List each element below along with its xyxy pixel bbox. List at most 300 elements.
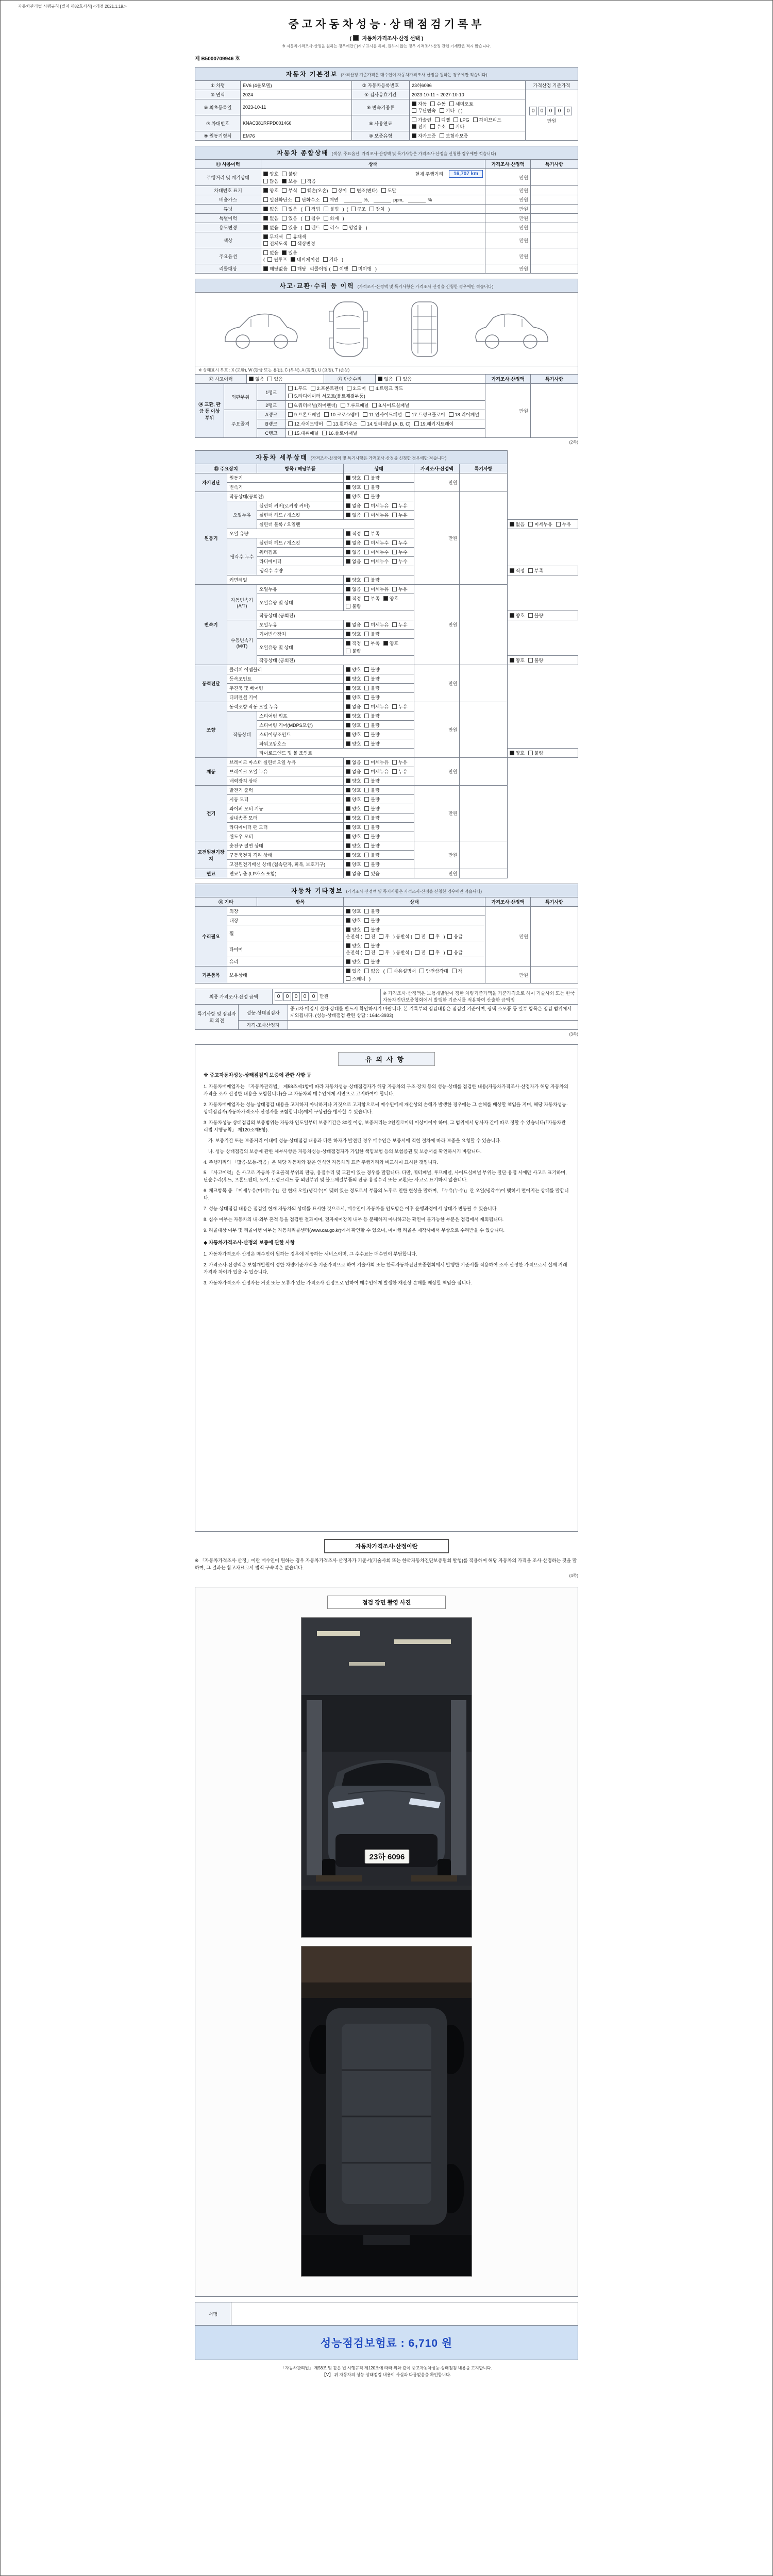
option-불량[interactable]: 불량 [528,657,543,664]
option-불량[interactable]: 불량 [364,777,379,784]
option-양호[interactable]: 양호 [383,640,398,647]
option-불량[interactable]: 불량 [364,675,379,682]
checkbox[interactable] [282,216,287,221]
option-장치[interactable]: 장치 [369,206,384,212]
option-불량[interactable]: 불량 [364,577,379,583]
checkbox[interactable] [291,241,296,246]
option-불량[interactable]: 불량 [364,917,379,924]
option-양호[interactable]: 양호 [346,631,361,637]
checkbox[interactable] [364,494,369,499]
checkbox[interactable] [364,927,369,932]
option-전[interactable]: 전 [365,949,376,956]
checkbox[interactable] [447,934,452,939]
checkbox[interactable] [324,412,329,417]
price-eval-option[interactable] [195,34,578,42]
checkbox[interactable] [364,732,369,737]
option-17.트렁크플로어[interactable]: 17.트렁크플로어 [406,411,445,418]
option-양호[interactable]: 양호 [510,612,525,619]
option-미세누유[interactable]: 미세누유 [364,512,389,518]
checkbox[interactable] [378,377,382,381]
checkbox[interactable] [364,667,369,672]
checkbox[interactable] [288,412,293,417]
option-불량[interactable]: 불량 [364,926,379,933]
option-양호[interactable]: 양호 [346,675,361,682]
checkbox[interactable] [332,188,337,193]
option-누수[interactable]: 누수 [392,549,407,555]
option-자가보증[interactable]: 자가보증 [412,132,436,139]
option-침수[interactable]: 침수 [305,215,320,222]
option-불량[interactable]: 불량 [364,484,379,490]
checkbox[interactable] [346,578,350,582]
checkbox[interactable] [364,704,369,709]
option-없음[interactable]: 없음 [263,224,278,231]
checkbox[interactable] [392,559,397,564]
checkbox[interactable] [324,207,328,211]
checkbox[interactable] [379,950,383,955]
checkbox[interactable] [346,959,350,964]
checkbox[interactable] [363,412,367,417]
checkbox[interactable] [288,394,293,398]
option-안전삼각대[interactable]: 안전삼각대 [419,968,448,974]
option-14.필러패널 (A, B, C)[interactable]: 14.필러패널 (A, B, C) [361,420,410,427]
option-미세누수[interactable]: 미세누수 [364,549,389,555]
checkbox[interactable] [364,816,369,820]
option-가솔린[interactable]: 가솔린 [412,116,431,123]
checkbox[interactable] [364,959,369,964]
checkbox[interactable] [361,421,365,426]
checkbox[interactable] [346,741,350,746]
checkbox[interactable] [528,522,533,527]
checkbox[interactable] [346,769,350,774]
checkbox[interactable] [364,641,369,646]
option-기타[interactable]: 기타 [440,107,455,114]
checkbox[interactable] [392,622,397,627]
checkbox[interactable] [473,117,478,122]
option-불량[interactable]: 불량 [364,842,379,849]
checkbox[interactable] [288,431,293,435]
option-매연[interactable]: 매연 [323,196,338,203]
option-미세누수[interactable]: 미세누수 [364,539,389,546]
checkbox[interactable] [346,732,350,737]
option-양호[interactable]: 양호 [263,187,278,194]
option-없음[interactable]: 없음 [346,558,361,565]
checkbox[interactable] [346,723,350,727]
option-없음[interactable]: 없음 [346,586,361,592]
option-있음[interactable]: 있음 [346,968,361,974]
checkbox[interactable] [263,207,268,211]
option-전기[interactable]: 전기 [412,123,427,130]
option-있음[interactable]: 있음 [364,870,379,877]
checkbox[interactable] [288,403,293,408]
checkbox[interactable] [287,234,291,239]
price-eval-checkbox[interactable] [353,35,359,41]
option-불량[interactable]: 불량 [364,685,379,691]
checkbox[interactable] [510,568,514,573]
option-전[interactable]: 전 [415,933,426,940]
option-없음[interactable]: 없음 [346,549,361,555]
option-양호[interactable]: 양호 [346,666,361,673]
option-3.도어[interactable]: 3.도어 [347,385,366,392]
checkbox[interactable] [364,909,369,913]
checkbox[interactable] [263,241,268,246]
checkbox[interactable] [392,550,397,554]
option-누유[interactable]: 누유 [392,586,407,592]
option-일산화탄소[interactable]: 일산화탄소 [263,196,292,203]
checkbox[interactable] [449,124,454,129]
checkbox[interactable] [346,816,350,820]
option-미세누수[interactable]: 미세누수 [364,558,389,565]
checkbox[interactable] [346,649,350,653]
checkbox[interactable] [288,386,293,391]
option-사용설명서[interactable]: 사용설명서 [388,968,416,974]
checkbox[interactable] [365,950,369,955]
option-있음[interactable]: 있음 [282,206,297,212]
checkbox[interactable] [364,871,369,876]
option-부족[interactable]: 부족 [364,595,379,602]
checkbox[interactable] [351,207,356,211]
option-하이브리드[interactable]: 하이브리드 [473,116,501,123]
option-7.루프패널[interactable]: 7.루프패널 [341,402,368,409]
checkbox[interactable] [364,578,369,582]
option-디젤[interactable]: 디젤 [435,116,450,123]
option-무채색[interactable]: 무채색 [263,233,283,240]
checkbox[interactable] [333,266,338,271]
option-후[interactable]: 후 [429,949,440,956]
checkbox[interactable] [364,723,369,727]
option-불량[interactable]: 불량 [346,603,361,609]
option-양호[interactable]: 양호 [346,958,361,965]
checkbox[interactable] [364,862,369,867]
checkbox[interactable] [364,559,369,564]
checkbox[interactable] [346,909,350,913]
checkbox[interactable] [364,797,369,802]
checkbox[interactable] [346,806,350,811]
option-없음[interactable]: 없음 [346,768,361,775]
option-18.리어패널[interactable]: 18.리어패널 [449,411,479,418]
option-양호[interactable]: 양호 [346,777,361,784]
option-기타[interactable]: 기타 [449,123,464,130]
option-없음[interactable]: 없음 [510,521,525,528]
option-양호[interactable]: 양호 [346,713,361,719]
option-누유[interactable]: 누유 [392,759,407,766]
option-적법[interactable]: 적법 [305,206,320,212]
checkbox[interactable] [346,853,350,857]
checkbox[interactable] [369,386,374,391]
checkbox[interactable] [392,513,397,517]
option-양호[interactable]: 양호 [346,484,361,490]
option-양호[interactable]: 양호 [346,917,361,924]
checkbox[interactable] [346,760,350,765]
option-양호[interactable]: 양호 [510,750,525,756]
checkbox[interactable] [364,834,369,839]
checkbox[interactable] [282,250,287,255]
checkbox[interactable] [341,403,345,408]
option-불량[interactable]: 불량 [364,805,379,812]
checkbox[interactable] [364,714,369,718]
option-불량[interactable]: 불량 [364,713,379,719]
checkbox[interactable] [305,216,310,221]
checkbox[interactable] [346,540,350,545]
option-양호[interactable]: 양호 [346,926,361,933]
option-없음[interactable]: 없음 [249,376,264,382]
checkbox[interactable] [263,172,268,176]
option-스패너[interactable]: 스패너 [346,975,365,982]
option-이행[interactable]: 이행 [333,265,348,272]
option-미세누유[interactable]: 미세누유 [364,768,389,775]
option-미세누유[interactable]: 미세누유 [364,621,389,628]
checkbox[interactable] [346,918,350,923]
checkbox[interactable] [267,257,272,262]
signature-cell[interactable] [231,2302,578,2326]
option-있음[interactable]: 있음 [282,224,297,231]
checkbox[interactable] [364,769,369,774]
option-양호[interactable]: 양호 [346,685,361,691]
option-해당[interactable]: 해당 [291,265,306,272]
option-불량[interactable]: 불량 [364,958,379,965]
checkbox[interactable] [346,862,350,867]
checkbox[interactable] [324,225,328,230]
option-없음[interactable]: 없음 [346,621,361,628]
option-전[interactable]: 전 [415,949,426,956]
blank-field[interactable] [374,197,391,202]
checkbox[interactable] [414,421,419,426]
option-불량[interactable]: 불량 [364,493,379,500]
checkbox[interactable] [415,934,419,939]
checkbox[interactable] [346,943,350,948]
checkbox[interactable] [412,124,416,129]
option-양호[interactable]: 양호 [510,657,525,664]
checkbox[interactable] [449,412,453,417]
option-불량[interactable]: 불량 [364,694,379,701]
checkbox[interactable] [430,124,435,129]
checkbox[interactable] [346,969,350,973]
option-보험사보증[interactable]: 보험사보증 [440,132,468,139]
checkbox[interactable] [392,704,397,709]
checkbox[interactable] [379,934,383,939]
option-없음[interactable]: 없음 [346,759,361,766]
option-불량[interactable]: 불량 [364,852,379,858]
option-불량[interactable]: 불량 [364,666,379,673]
option-양호[interactable]: 양호 [346,833,361,840]
checkbox[interactable] [263,250,268,255]
option-없음[interactable]: 없음 [378,376,393,382]
checkbox[interactable] [346,834,350,839]
option-후[interactable]: 후 [379,933,390,940]
checkbox[interactable] [364,587,369,591]
option-12.사이드멤버[interactable]: 12.사이드멤버 [288,420,323,427]
option-미세누유[interactable]: 미세누유 [364,759,389,766]
checkbox[interactable] [364,485,369,489]
option-없음[interactable]: 없음 [263,215,278,222]
checkbox[interactable] [447,950,452,955]
option-색상변경[interactable]: 색상변경 [291,240,315,247]
checkbox[interactable] [429,934,434,939]
option-불법[interactable]: 불법 [324,206,339,212]
option-화재[interactable]: 화재 [324,215,339,222]
option-19.패키지트레이[interactable]: 19.패키지트레이 [414,420,454,427]
checkbox[interactable] [323,197,328,202]
checkbox[interactable] [510,751,514,755]
checkbox[interactable] [440,133,444,138]
checkbox[interactable] [364,676,369,681]
option-양호[interactable]: 양호 [346,824,361,831]
checkbox[interactable] [440,108,444,113]
option-누유[interactable]: 누유 [392,768,407,775]
option-부족[interactable]: 부족 [364,530,379,537]
option-네비게이션[interactable]: 네비게이션 [291,256,319,263]
checkbox[interactable] [346,531,350,536]
option-영업용[interactable]: 영업용 [343,224,362,231]
checkbox[interactable] [392,540,397,545]
checkbox[interactable] [249,377,254,381]
option-불량[interactable]: 불량 [364,908,379,914]
option-있음[interactable]: 있음 [396,376,411,382]
option-잭[interactable]: 잭 [452,968,463,974]
option-전[interactable]: 전 [365,933,376,940]
option-부족[interactable]: 부족 [364,640,379,647]
checkbox[interactable] [346,797,350,802]
checkbox[interactable] [288,421,293,426]
option-응급[interactable]: 응급 [447,949,462,956]
option-미세누유[interactable]: 미세누유 [364,586,389,592]
checkbox[interactable] [263,216,268,221]
checkbox[interactable] [392,760,397,765]
checkbox[interactable] [412,133,416,138]
option-양호[interactable]: 양호 [346,493,361,500]
option-양호[interactable]: 양호 [346,842,361,849]
checkbox[interactable] [346,843,350,848]
option-응급[interactable]: 응급 [447,933,462,940]
checkbox[interactable] [364,853,369,857]
option-훼손(오손)[interactable]: 훼손(오손) [301,187,328,194]
checkbox[interactable] [324,216,328,221]
option-유채색[interactable]: 유채색 [287,233,306,240]
checkbox[interactable] [346,976,350,981]
option-양호[interactable]: 양호 [346,796,361,803]
option-변조(변타)[interactable]: 변조(변타) [350,187,378,194]
option-썬루프[interactable]: 썬루프 [267,256,287,263]
option-해당없음[interactable]: 해당없음 [263,265,288,272]
checkbox[interactable] [346,788,350,792]
option-양호[interactable]: 양호 [346,861,361,868]
checkbox[interactable] [364,622,369,627]
option-없음[interactable]: 없음 [346,512,361,518]
option-불량[interactable]: 불량 [364,833,379,840]
option-불량[interactable]: 불량 [364,740,379,747]
option-누수[interactable]: 누수 [392,558,407,565]
checkbox[interactable] [435,117,440,122]
option-기타[interactable]: 기타 [323,256,338,263]
checkbox[interactable] [364,760,369,765]
checkbox[interactable] [282,179,287,183]
checkbox[interactable] [346,559,350,564]
checkbox[interactable] [346,927,350,932]
checkbox[interactable] [364,476,369,480]
option-10.크로스멤버[interactable]: 10.크로스멤버 [324,411,359,418]
checkbox[interactable] [383,641,388,646]
checkbox[interactable] [346,714,350,718]
checkbox[interactable] [301,179,306,183]
option-없음[interactable]: 없음 [346,502,361,509]
option-양호[interactable]: 양호 [346,805,361,812]
checkbox[interactable] [282,207,287,211]
option-5.라디에이터 서포트(볼트체결부품)[interactable]: 5.라디에이터 서포트(볼트체결부품) [288,393,365,399]
checkbox[interactable] [311,386,315,391]
checkbox[interactable] [346,494,350,499]
checkbox[interactable] [364,843,369,848]
option-양호[interactable]: 양호 [346,722,361,728]
checkbox[interactable] [528,658,533,663]
checkbox[interactable] [347,386,351,391]
option-양호[interactable]: 양호 [346,852,361,858]
option-없음[interactable]: 없음 [263,249,278,256]
checkbox[interactable] [364,695,369,700]
checkbox[interactable] [295,197,300,202]
checkbox[interactable] [453,117,458,122]
option-적정[interactable]: 적정 [346,595,361,602]
option-미세누유[interactable]: 미세누유 [364,703,389,710]
checkbox[interactable] [383,596,388,601]
checkbox[interactable] [322,431,327,435]
checkbox[interactable] [364,943,369,948]
checkbox[interactable] [528,568,533,573]
checkbox[interactable] [346,641,350,646]
checkbox[interactable] [343,225,347,230]
option-15.대쉬패널[interactable]: 15.대쉬패널 [288,430,318,436]
option-없음[interactable]: 없음 [263,206,278,212]
option-없음[interactable]: 없음 [346,703,361,710]
option-양호[interactable]: 양호 [346,942,361,949]
checkbox[interactable] [346,503,350,508]
option-없음[interactable]: 없음 [346,539,361,546]
checkbox[interactable] [369,207,374,211]
checkbox[interactable] [364,825,369,829]
option-렌트[interactable]: 렌트 [305,224,320,231]
option-불량[interactable]: 불량 [364,722,379,728]
option-불량[interactable]: 불량 [364,861,379,868]
option-LPG[interactable]: LPG [453,117,469,123]
checkbox[interactable] [412,101,416,106]
option-후[interactable]: 후 [429,933,440,940]
checkbox[interactable] [396,377,401,381]
checkbox[interactable] [364,540,369,545]
checkbox[interactable] [364,969,369,973]
checkbox[interactable] [510,613,514,618]
checkbox[interactable] [364,632,369,636]
checkbox[interactable] [263,179,268,183]
checkbox[interactable] [412,108,416,113]
checkbox[interactable] [381,188,386,193]
option-있음[interactable]: 있음 [267,376,282,382]
checkbox[interactable] [388,969,392,973]
checkbox[interactable] [263,234,268,239]
checkbox[interactable] [449,101,454,106]
checkbox[interactable] [282,172,287,176]
checkbox[interactable] [429,950,434,955]
checkbox[interactable] [364,596,369,601]
option-누유[interactable]: 누유 [556,521,571,528]
option-1.후드[interactable]: 1.후드 [288,385,307,392]
checkbox[interactable] [346,513,350,517]
checkbox[interactable] [430,101,435,106]
checkbox[interactable] [291,257,295,262]
option-양호[interactable]: 양호 [346,740,361,747]
checkbox[interactable] [346,871,350,876]
checkbox[interactable] [305,207,310,211]
checkbox[interactable] [350,188,355,193]
option-불량[interactable]: 불량 [364,631,379,637]
option-8.사이드실패널[interactable]: 8.사이드실패널 [372,402,409,409]
